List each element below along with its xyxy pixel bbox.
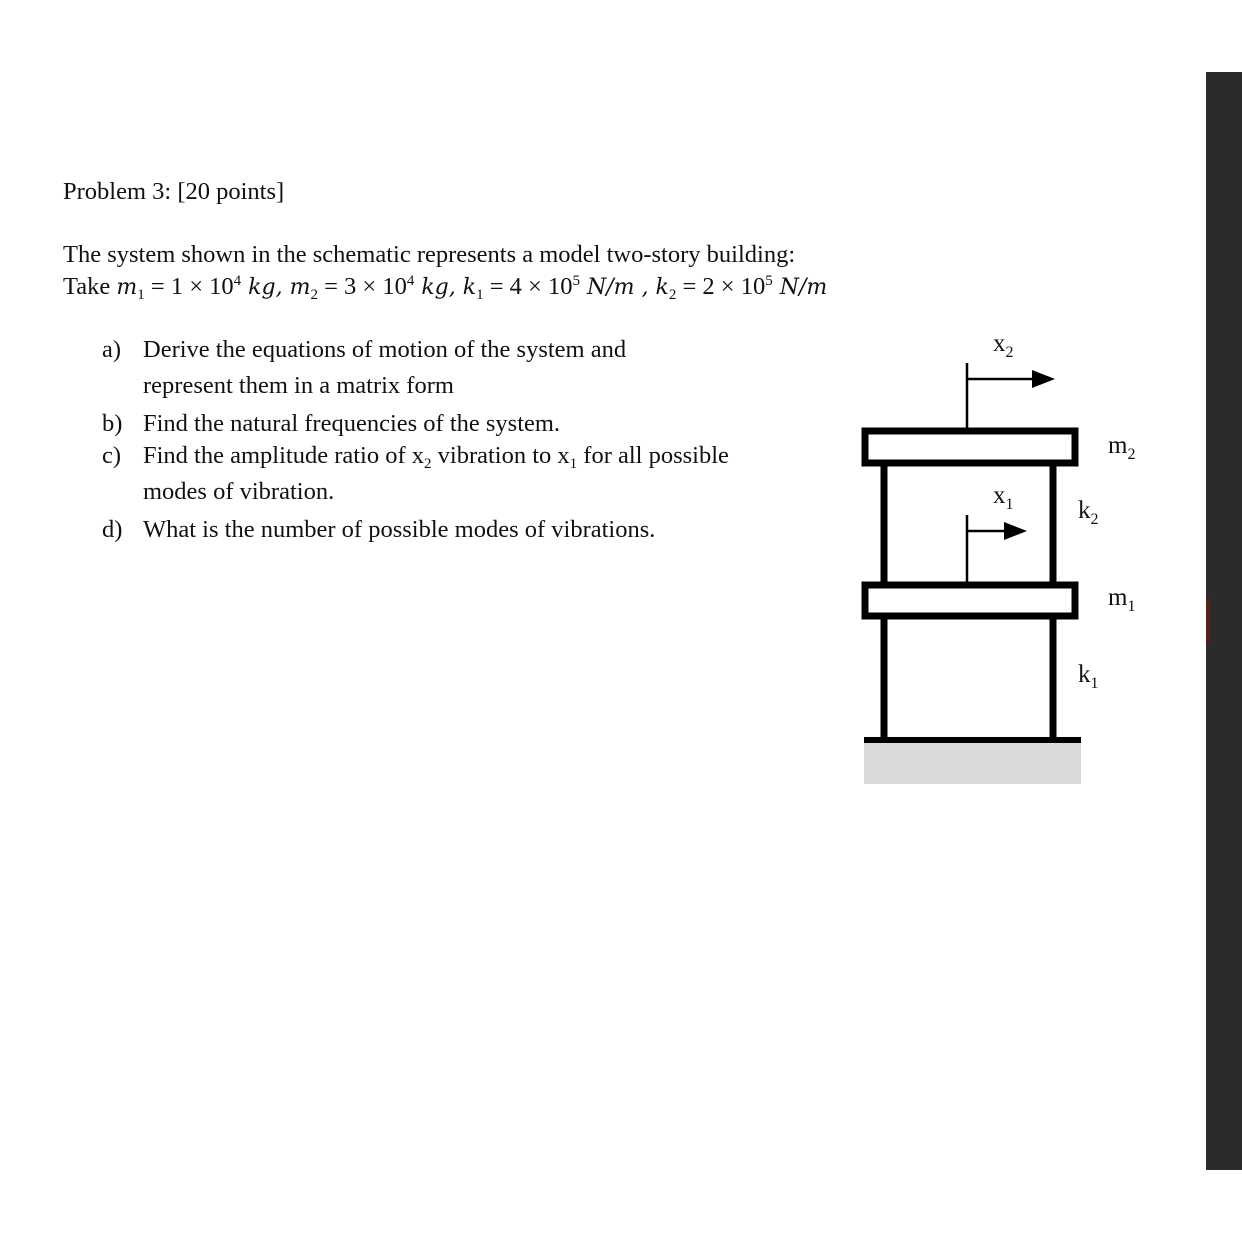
- k2-symbol: k: [655, 275, 669, 300]
- x2-label-letter: x: [993, 330, 1006, 357]
- x1-label: [993, 482, 1014, 513]
- k2-subscript: 2: [668, 287, 677, 303]
- panel-edge-marker: [1206, 598, 1210, 644]
- question-a-continuation: represent them in a matrix form: [143, 372, 454, 399]
- k2-label-sub: 2: [1090, 511, 1099, 528]
- m2-label: [1108, 432, 1136, 463]
- problem-intro: The system shown in the schematic represents a model two-story building:: [63, 241, 796, 268]
- m1-exponent: 4: [233, 273, 242, 289]
- m1-label-sub: 1: [1127, 598, 1136, 615]
- m1-subscript: 1: [137, 287, 145, 303]
- x2-label-sub: 2: [1005, 344, 1014, 361]
- k1-equals: = 4 × 10: [483, 273, 573, 300]
- question-c-sub-2: 2: [424, 456, 432, 472]
- k1-subscript: 1: [476, 287, 484, 303]
- question-c-label: c): [102, 442, 122, 469]
- m2-unit: kg,: [414, 275, 463, 300]
- m2-label-sub: 2: [1127, 446, 1136, 463]
- right-side-panel: [1206, 72, 1242, 1170]
- question-b-label: b): [102, 410, 123, 437]
- ground-base: [864, 742, 1081, 784]
- given-prefix: Take: [63, 273, 117, 300]
- x1-label-sub: 1: [1005, 496, 1014, 513]
- m2-symbol: m: [289, 275, 311, 300]
- k1-label-letter: k: [1078, 661, 1091, 688]
- m1-unit: kg,: [241, 275, 290, 300]
- question-c-text-pre: Find the amplitude ratio of x: [143, 442, 425, 469]
- question-b-text: Find the natural frequencies of the system.: [143, 410, 561, 437]
- k2-unit: N/m: [772, 275, 828, 300]
- k1-exponent: 5: [572, 273, 580, 289]
- problem-heading: Problem 3: [20 points]: [63, 178, 285, 205]
- question-c-text-mid: vibration to x: [431, 442, 570, 469]
- m1-symbol: m: [116, 275, 138, 300]
- k2-label: [1078, 497, 1099, 528]
- m2-exponent: 4: [406, 273, 415, 289]
- m2-equals: = 3 × 10: [317, 273, 407, 300]
- question-a-label: a): [102, 336, 122, 363]
- k1-unit: N/m ,: [579, 275, 656, 300]
- k2-equals: = 2 × 10: [676, 273, 766, 300]
- x1-label-letter: x: [993, 482, 1006, 509]
- k2-label-letter: k: [1078, 497, 1091, 524]
- m2-subscript: 2: [310, 287, 318, 303]
- x2-arrow-head: [1032, 370, 1055, 388]
- question-a-text: Derive the equations of motion of the system and: [143, 336, 627, 363]
- k1-label: [1078, 661, 1099, 692]
- floor-slab-m2: [865, 431, 1075, 463]
- m1-label: [1108, 584, 1136, 615]
- question-c-sub-1: 1: [569, 456, 578, 472]
- question-d-text: What is the number of possible modes of vibrations.: [143, 516, 656, 543]
- m1-equals: = 1 × 10: [144, 273, 234, 300]
- x2-label: [993, 330, 1014, 361]
- k2-exponent: 5: [765, 273, 773, 289]
- k1-symbol: k: [462, 275, 477, 300]
- x1-arrow-head: [1004, 522, 1027, 540]
- floor-slab-m1: [865, 585, 1075, 616]
- question-c-continuation: modes of vibration.: [143, 478, 335, 505]
- question-c-text-post: for all possible: [577, 442, 729, 469]
- question-d-label: d): [102, 516, 123, 543]
- m1-label-letter: m: [1108, 584, 1128, 611]
- k1-label-sub: 1: [1090, 675, 1099, 692]
- m2-label-letter: m: [1108, 432, 1128, 459]
